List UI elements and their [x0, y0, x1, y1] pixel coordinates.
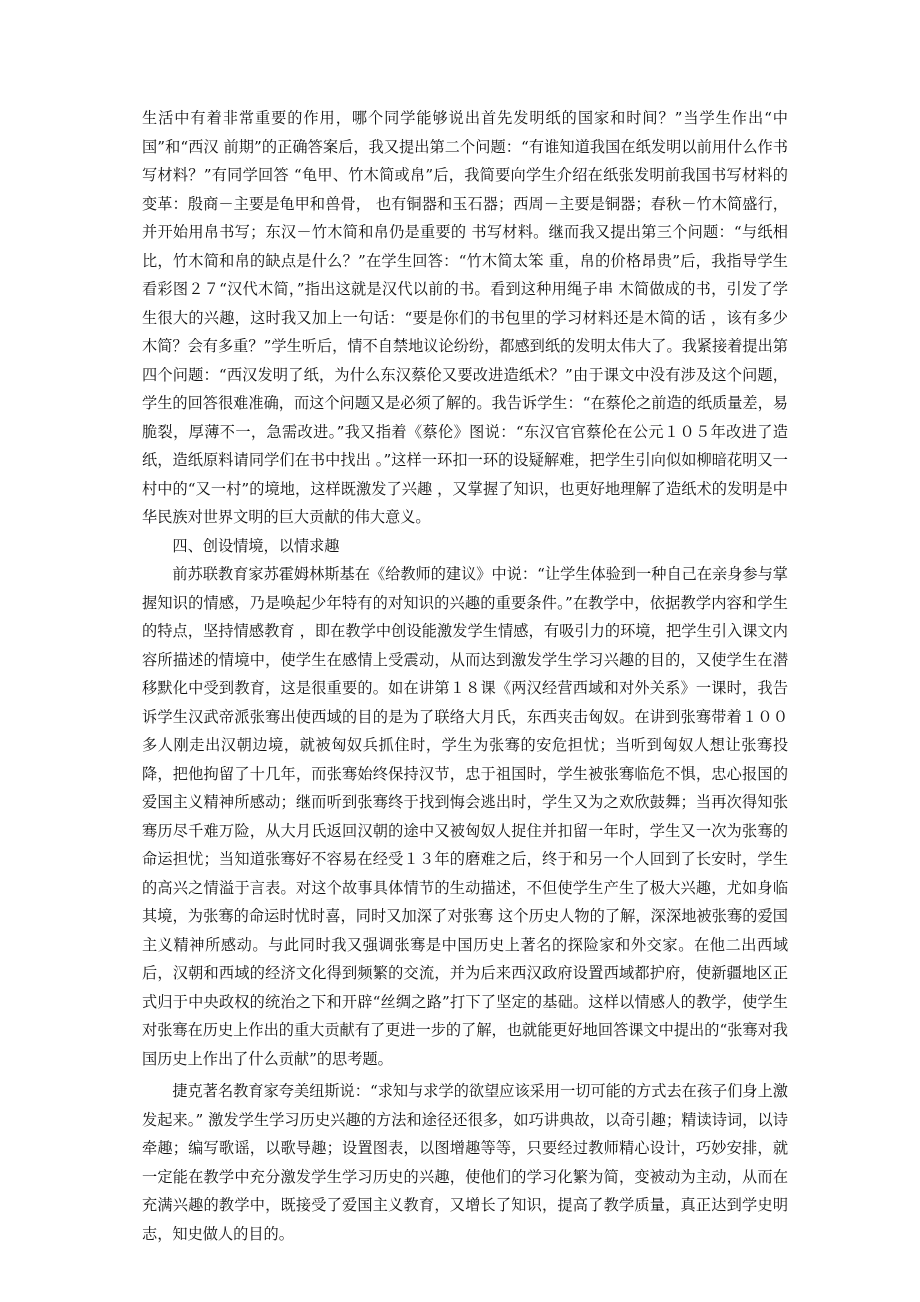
- paragraph-zhang-qian: 前苏联教育家苏霍姆林斯基在《给教师的建议》中说：“让学生体验到一种自己在亲身参与掌握知识的情感，乃是唤起少年特有的对知识的兴趣的重要条件。”在教学中，依据教学内容和学生的特点，坚持情感教育 ，即在教学中创设能激发学生情感，有吸引力的环境，把学生引入课文内容所描述的情境中，使学生在感情上受震动，从而达到激发学生学习兴趣的目的，又使学生在潜移默化中受到教育，这是很重要的。如在讲第１８课《两汉经营西域和对外关系》一课时，我告诉学生汉武帝派张骞出使西域的目的是为了联络大月氏，东西夹击匈奴。在讲到张骞带着１００多人刚走出汉朝边境，就被匈奴兵抓住时，学生为张骞的安危担忧；当听到匈奴人想让张骞投降，把他拘留了十几年，而张骞始终保持汉节，忠于祖国时，学生被张骞临危不惧，忠心报国的爱国主义精神所感动；继而听到张骞终于找到悔会逃出时，学生又为之欢欣鼓舞；当再次得知张骞历尽千难万险，从大月氏返回汉朝的途中又被匈奴人捉住并扣留一年时，学生又一次为张骞的命运担忧；当知道张骞好不容易在经受１３年的磨难之后，终于和另一个人回到了长安时，学生的高兴之情溢于言表。对这个故事具体情节的生动描述，不但使学生产生了极大兴趣，尤如身临其境，为张骞的命运时忧时喜，同时又加深了对张骞 这个历史人物的了解，深深地被张骞的爱国主义精神所感动。与此同时我又强调张骞是中国历史上著名的探险家和外交家。在他二出西域后，汉朝和西域的经济文化得到频繁的交流，并为后来西汉政府设置西域都护府，使新疆地区正式归于中央政权的统治之下和开辟“丝绸之路”打下了坚定的基础。这样以情感人的教学，使学生对张骞在历史上作出的重大贡献有了更进一步的了解，也就能更好地回答课文中提出的“张骞对我国历史上作出了什么贡献”的思考题。: [142, 565, 788, 1068]
- paragraph-paper-invention: 生活中有着非常重要的作用，哪个同学能够说出首先发明纸的国家和时间？”当学生作出“中国”和“西汉 前期”的正确答案后，我又提出第二个问题：“有谁知道我国在纸发明以前用什么作书写材料？”有同学回答 “龟甲、竹木简或帛”后，我简要向学生介绍在纸张发明前我国书写材料的变革：殷商－主要是龟甲和兽骨， 也有铜器和玉石器；西周－主要是铜器；春秋－竹木简盛行，并开始用帛书写；东汉－竹木简和帛仍是重要的 书写材料。继而我又提出第三个问题：“与纸相比，竹木简和帛的缺点是什么？”在学生回答：“竹木简太笨 重，帛的价格昂贵”后，我指导学生看彩图２７“汉代木简，”指出这就是汉代以前的书。看到这种用绳子串 木简做成的书，引发了学生很大的兴趣，这时我又加上一句话：“要是你们的书包里的学习材料还是木简的话 ，该有多少木简？会有多重？”学生听后，情不自禁地议论纷纷，都感到纸的发明太伟大了。我紧接着提出第 四个问题：“西汉发明了纸，为什么东汉蔡伦又要改进造纸术？”由于课文中没有涉及这个问题，学生的回答很难准确，而这个问题又是必须了解的。我告诉学生：“在蔡伦之前造的纸质量差，易脆裂，厚薄不一，急需改进。”我又指着《蔡伦》图说：“东汉官官蔡伦在公元１０５年改进了造纸，造纸原料请同学们在书中找出 。”这样一环扣一环的设疑解难，把学生引向似如柳暗花明又一村中的“又一村”的境地，这样既激发了兴趣 ，又掌握了知识，也更好地理解了造纸术的发明是中华民族对世界文明的巨大贡献的伟大意义。: [142, 109, 788, 526]
- document-page: [142, 104, 788, 1248]
- paragraph-comenius: 捷克著名教育家夸美纽斯说：“求知与求学的欲望应该采用一切可能的方式去在孩子们身上激发起来。” 激发学生学习历史兴趣的方法和途径还很多，如巧讲典故，以奇引趣；精读诗词，以诗牵趣；编写歌谣，以歌导趣；设置图表，以图增趣等等，只要经过教师精心设计，巧妙安排，就一定能在教学中充分激发学生学习历史的兴趣，使他们的学习化繁为简，变被动为主动，从而在充满兴趣的教学中，既接受了爱国主义教育，又增长了知识，提高了教学质量，真正达到学史明志，知史做人的目的。: [142, 1082, 788, 1243]
- section-heading-situation: 四、创设情境，以情求趣: [172, 536, 340, 555]
